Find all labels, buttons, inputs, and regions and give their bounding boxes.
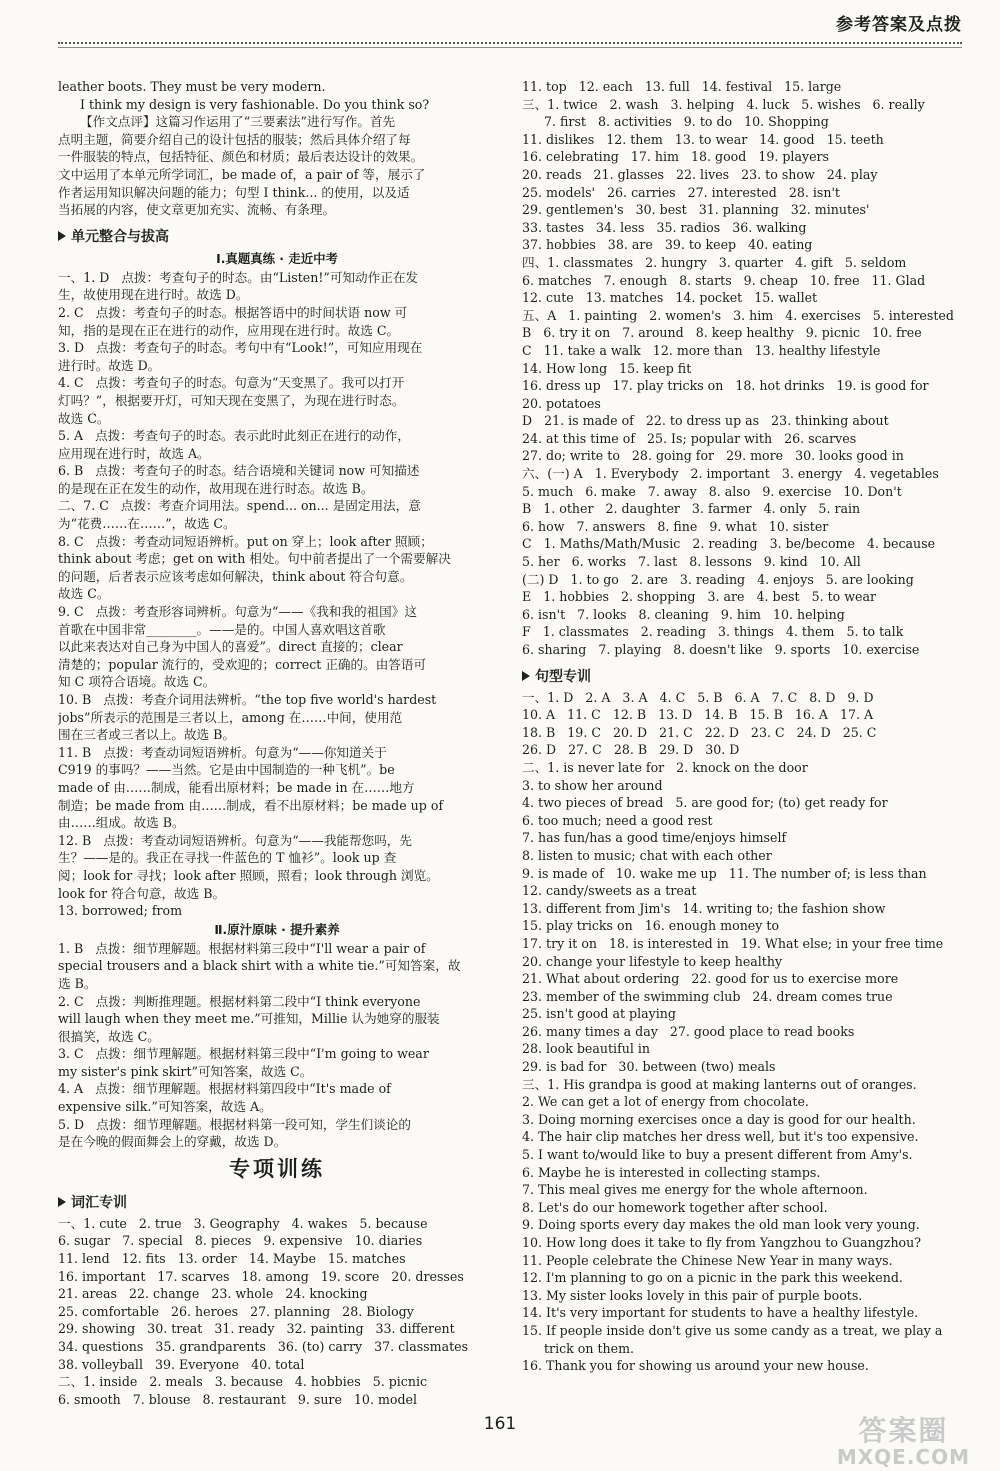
answer-line: 25. isn't good at playing (522, 1006, 676, 1022)
answer-line: 18. B 19. C 20. D 21. C 22. D 23. C 24. D 25. C (522, 724, 877, 740)
answer-line: my sister's pink skirt”可知答案，故选 C。 (58, 1063, 313, 1079)
answer-line: E 1. hobbies 2. shopping 3. are 4. best 5. to wear (522, 589, 877, 605)
answer-line: 生，故使用现在进行时。故选 D。 (58, 287, 249, 303)
watermark-logo (836, 1414, 970, 1470)
answer-line: look for 符合句意，故选 B。 (58, 885, 226, 901)
answer-line: 故选 C。 (58, 410, 110, 426)
answer-line: 【作文点评】这篇习作运用了“三要素法”进行写作。首先 (80, 114, 396, 130)
answer-line: 故选 C。 (58, 586, 110, 602)
answer-line: 5. much 6. make 7. away 8. also 9. exercise 10. Don't (522, 483, 902, 499)
answer-line: 以此来表达对自己身为中国人的喜爱”。direct 直接的；clear (58, 639, 403, 655)
answer-line: 11. dislikes 12. them 13. to wear 14. good 15. teeth (522, 131, 884, 147)
answer-line: 6. sharing 7. playing 8. doesn't like 9. sports 10. exercise (522, 642, 920, 657)
answer-line: 4. C 点拨：考查句子的时态。句意为“天变黑了。我可以打开 (58, 375, 405, 391)
answer-line: 阅；look for 寻找；look after 照顾，照看；look through 浏览。 (58, 867, 439, 883)
answer-line: 首歌在中国非常________。——是的。中国人喜欢唱这首歌 (58, 621, 386, 637)
subsection-heading: Ⅰ.真题真练 · 走近中考 (216, 250, 338, 266)
answer-line: 16. dress up 17. play tricks on 18. hot drinks 19. is good for (522, 378, 929, 394)
answer-line: 8. C 点拨：考查动词短语辨析。put on 穿上；look after 照顾； (58, 533, 433, 549)
answer-line: 8. listen to music; chat with each other (522, 847, 772, 863)
answer-line: 11. top 12. each 13. full 14. festival 15. large (522, 79, 842, 94)
answer-line: 10. How long does it take to fly from Yangzhou to Guangzhou? (522, 1235, 921, 1250)
answer-line: will laugh when they meet me.”可推知，Millie 认为她穿的服装 (58, 1011, 440, 1027)
answer-line: leather boots. They must be very modern. (58, 79, 326, 94)
answer-line: 3. D 点拨：考查句子的时态。考句中有“Look!”，可知应用现在 (58, 340, 423, 356)
answer-line: 6. too much; need a good rest (522, 812, 713, 828)
answer-line: 3. Doing morning exercises once a day is good for our health. (522, 1111, 916, 1127)
answer-line: 三、1. His grandpa is good at making lanterns out of oranges. (522, 1076, 917, 1092)
answer-line: 应用现在进行时，故选 A。 (58, 445, 210, 461)
answer-line: 7. first 8. activities 9. to do 10. Shopping (544, 114, 829, 130)
answer-line: 20. potatoes (522, 395, 601, 411)
section-heading (58, 225, 496, 249)
answer-line: 5. A 点拨：考查句子的时态。表示此时此刻正在进行的动作， (58, 428, 410, 444)
answer-line: 是在今晚的假面舞会上的穿戴，故选 D。 (58, 1134, 287, 1150)
answer-line: 38. volleyball 39. Everyone 40. total (58, 1356, 305, 1372)
answer-line: C 11. take a walk 12. more than 13. healthy lifestyle (522, 342, 881, 358)
answer-line: 12. candy/sweets as a treat (522, 883, 697, 899)
answer-line: made of 由……制成，能看出原材料；be made in 在……地方 (58, 779, 415, 795)
answer-line: 16. Thank you for showing us around your new house. (522, 1358, 869, 1374)
answer-line: 2. C 点拨：判断推理题。根据材料第二段中“I think everyone (58, 993, 421, 1009)
answer-line: 23. member of the swimming club 24. dream comes true (522, 988, 893, 1004)
answer-line: 5. D 点拨：细节理解题。根据材料第一段可知，学生们谈论的 (58, 1116, 411, 1132)
answer-line: 29. is bad for 30. between (two) meals (522, 1059, 776, 1075)
answer-line: 3. C 点拨：细节理解题。根据材料第三段中“I'm going to wear (58, 1046, 429, 1062)
answer-line: 7. This meal gives me energy for the whole afternoon. (522, 1182, 868, 1198)
answer-line: 6. smooth 7. blouse 8. restaurant 9. sure 10. model (58, 1391, 418, 1407)
answer-line: B 1. other 2. daughter 3. farmer 4. only 5. rain (522, 501, 861, 517)
answer-line: 33. tastes 34. less 35. radios 36. walking (522, 219, 807, 235)
answer-line: 6. matches 7. enough 8. starts 9. cheap 10. free 11. Glad (522, 272, 926, 288)
answer-line: 2. C 点拨：考查句子的时态。根据答语中的时间状语 now 可 (58, 304, 408, 320)
answer-line: 生？——是的。我正在寻找一件蓝色的 T 恤衫”。look up 查 (58, 850, 397, 866)
answer-line: 二、7. C 点拨：考查介词用法。spend... on... 是固定用法，意 (58, 498, 421, 514)
header-title: 参考答案及点拨 (836, 15, 962, 35)
answer-line: 的问题，后者表示应该考虑如何解决，think about 符合句意。 (58, 568, 413, 584)
answer-line: 29. showing 30. treat 31. ready 32. painting 33. different (58, 1321, 455, 1337)
answer-line: 四、1. classmates 2. hungry 3. quarter 4. gift 5. seldom (522, 254, 907, 270)
section-heading (522, 665, 954, 689)
answer-line: 5. her 6. works 7. last 8. lessons 9. kind 10. All (522, 554, 861, 570)
answer-line: trick on them. (544, 1340, 635, 1356)
answer-line: 24. at this time of 25. Is; popular with 26. scarves (522, 430, 857, 446)
answer-line: 3. to show her around (522, 777, 663, 793)
answer-line: 12. cute 13. matches 14. pocket 15. wallet (522, 290, 818, 306)
answer-line: 15. If people inside don't give us some candy as a treat, we play a (522, 1322, 943, 1338)
answer-line: F 1. classmates 2. reading 3. things 4. them 5. to talk (522, 624, 904, 640)
answer-line: 点明主题，简要介绍自己的设计包括的服装；然后具体介绍了每 (58, 131, 411, 147)
answer-line: 11. People celebrate the Chinese New Year in many ways. (522, 1252, 893, 1268)
triangle-bullet-icon (522, 671, 530, 681)
answer-line: 14. How long 15. keep fit (522, 360, 692, 376)
answer-line: 21. areas 22. change 23. whole 24. knocking (58, 1286, 368, 1302)
answer-line: 选 B。 (58, 975, 97, 991)
answer-line: C 1. Maths/Math/Music 2. reading 3. be/become 4. because (522, 536, 936, 552)
answer-line: 2. We can get a lot of energy from chocolate. (522, 1094, 809, 1110)
triangle-bullet-icon (58, 231, 66, 241)
answer-line: 8. Let's do our homework together after school. (522, 1199, 828, 1215)
section-heading-text: 词汇专训 (71, 1194, 127, 1211)
answer-line: 4. The hair clip matches her dress well, but it's too expensive. (522, 1129, 919, 1145)
page-header (0, 0, 1000, 62)
page-number: 161 (483, 1414, 517, 1434)
answer-line: 1. B 点拨：细节理解题。根据材料第三段中“I'll wear a pair of (58, 940, 426, 956)
answer-line: 一件服装的特点，包括特征、颜色和材质；最后表达设计的效果。 (58, 149, 424, 165)
answer-line: 34. questions 35. grandparents 36. (to) carry 37. classmates (58, 1339, 469, 1354)
answer-line: 6. sugar 7. special 8. pieces 9. expensive 10. diaries (58, 1233, 423, 1249)
header-dotted-rule (58, 42, 962, 44)
answer-line: 13. borrowed; from (58, 903, 183, 919)
answer-line: 灯吗？”，根据要开灯，可知天现在变黑了，为现在进行时态。 (58, 392, 405, 408)
answer-line: 27. do; write to 28. going for 29. more 30. looks good in (522, 448, 904, 464)
answer-line: 6. isn't 7. looks 8. cleaning 9. him 10. helping (522, 606, 845, 622)
answer-line: 4. two pieces of bread 5. are good for; (to) get ready for (522, 795, 888, 811)
answer-line: I think my design is very fashionable. Do you think so? (80, 96, 430, 112)
answer-line: jobs”所表示的范围是三者以上，among 在……中间，使用范 (58, 709, 403, 725)
answer-line: 25. models' 26. carries 27. interested 28. isn't (522, 184, 840, 200)
answer-line: 16. celebrating 17. him 18. good 19. players (522, 149, 830, 165)
answer-line: 28. look beautiful in (522, 1041, 651, 1057)
answer-line: 11. lend 12. fits 13. order 14. Maybe 15. matches (58, 1251, 406, 1267)
answer-line: 制造；be made from 由……制成，看不出原材料；be made up of (58, 797, 444, 813)
chapter-heading: 专项训练 (229, 1156, 325, 1181)
answer-line: 二、1. inside 2. meals 3. because 4. hobbies 5. picnic (58, 1374, 428, 1390)
watermark-line1: 答案圈 (858, 1414, 949, 1447)
answer-line: (二) D 1. to go 2. are 3. reading 4. enjoys 5. are looking (522, 571, 914, 587)
answer-line: 26. many times a day 27. good place to read books (522, 1023, 855, 1039)
answer-line: 作者运用知识解决问题的能力；句型 I think... 的使用，以及适 (58, 184, 410, 200)
answer-line: 7. has fun/has a good time/enjoys himself (522, 830, 787, 846)
answer-line: 围在三者或三者以上。故选 B。 (58, 727, 235, 743)
answer-line: 文中运用了本单元所学词汇，be made of，a pair of 等，展示了 (58, 166, 426, 182)
section-heading (58, 1191, 496, 1215)
answer-line: 6. how 7. answers 8. fine 9. what 10. sister (522, 518, 829, 534)
answer-line: 26. D 27. C 28. B 29. D 30. D (522, 742, 740, 758)
answer-line: 当拓展的内容，使文章更加充实、流畅、有条理。 (58, 202, 336, 218)
answer-line: 进行时。故选 D。 (58, 357, 161, 373)
answer-line: 16. important 17. scarves 18. among 19. score 20. dresses (58, 1268, 464, 1284)
answer-line: B 6. try it on 7. around 8. keep healthy 9. picnic 10. free (522, 325, 922, 341)
right-column (522, 78, 954, 1375)
answer-line: expensive silk.”可知答案，故选 A。 (58, 1099, 272, 1115)
answer-line: 13. different from Jim's 14. writing to; the fashion show (522, 900, 886, 916)
answer-line: 一、1. cute 2. true 3. Geography 4. wakes 5. because (58, 1215, 428, 1231)
answer-line: 6. B 点拨：考查句子的时态。结合语境和关键词 now 可知描述 (58, 463, 420, 479)
left-column (58, 78, 496, 1408)
answer-line: think about 考虑；get on with 相处。句中前者提出了一个需要解决 (58, 551, 451, 567)
answer-line: 知，指的是现在正在进行的动作，应用现在进行时。故选 C。 (58, 322, 400, 338)
header-rule (58, 47, 962, 48)
answer-line: 的是现在正在发生的动作，故用现在进行时态。故选 B。 (58, 480, 374, 496)
subsection-heading: Ⅱ.原汁原味 · 提升素养 (214, 921, 340, 937)
section-heading-text: 单元整合与拔高 (71, 228, 169, 245)
answer-line: 由……组成。故选 B。 (58, 815, 185, 831)
answer-line: 21. What about ordering 22. good for us to exercise more (522, 971, 899, 987)
answer-line: 为“花费……在……”，故选 C。 (58, 516, 236, 532)
answer-line: 9. Doing sports every day makes the old man look very young. (522, 1217, 920, 1233)
answer-line: 六、(一) A 1. Everybody 2. important 3. energy 4. vegetables (522, 466, 939, 482)
section-heading-text: 句型专训 (535, 668, 591, 685)
answer-line: 25. comfortable 26. heroes 27. planning 28. Biology (58, 1303, 414, 1319)
answer-line: 20. reads 21. glasses 22. lives 23. to show 24. play (522, 166, 878, 182)
answer-line: D 21. is made of 22. to dress up as 23. thinking about (522, 413, 889, 429)
answer-line: 知 C 项符合语境。故选 C。 (58, 674, 216, 690)
answer-line: 14. It's very important for students to have a healthy lifestyle. (522, 1305, 919, 1321)
answer-line: 20. change your lifestyle to keep healthy (522, 953, 783, 969)
answer-line: 4. A 点拨：细节理解题。根据材料第四段中“It's made of (58, 1081, 391, 1097)
answer-line: 13. My sister looks lovely in this pair of purple boots. (522, 1287, 863, 1303)
answer-line: 29. gentlemen's 30. best 31. planning 32. minutes' (522, 202, 870, 218)
answer-line: 10. A 11. C 12. B 13. D 14. B 15. B 16. A 17. A (522, 707, 874, 723)
answer-line: 12. I'm planning to go on a picnic in the park this weekend. (522, 1270, 903, 1286)
answer-line: 一、1. D 2. A 3. A 4. C 5. B 6. A 7. C 8. D 9. D (522, 689, 874, 705)
answer-line: C919 的事吗？——当然。它是由中国制造的一种飞机”。be (58, 762, 395, 778)
watermark-line2: MXQE.COM (836, 1445, 970, 1469)
answer-line: special trousers and a black shirt with a white tie.”可知答案，故 (58, 958, 461, 974)
answer-line: 一、1. D 点拨：考查句子的时态。由“Listen!”可知动作正在发 (58, 269, 419, 285)
answer-line: 清楚的；popular 流行的，受欢迎的；correct 正确的。由答语可 (58, 656, 427, 672)
answer-line: 37. hobbies 38. are 39. to keep 40. eating (522, 237, 813, 253)
answer-line: 12. B 点拨：考查动词短语辨析。句意为“——我能帮您吗，先 (58, 832, 412, 848)
answer-line: 6. Maybe he is interested in collecting stamps. (522, 1164, 821, 1180)
answer-line: 很搞笑，故选 C。 (58, 1028, 160, 1044)
answer-line: 三、1. twice 2. wash 3. helping 4. luck 5. wishes 6. really (522, 96, 925, 112)
answer-line: 10. B 点拨：考查介词用法辨析。“the top five world's hardest (58, 692, 437, 707)
answer-line: 11. B 点拨：考查动词短语辨析。句意为“——你知道关于 (58, 744, 387, 760)
answer-line: 15. play tricks on 16. enough money to (522, 918, 780, 934)
triangle-bullet-icon (58, 1197, 66, 1207)
answer-line: 二、1. is never late for 2. knock on the door (522, 759, 808, 775)
answer-line: 9. C 点拨：考查形容词辨析。句意为“——《我和我的祖国》这 (58, 604, 417, 620)
answer-line: 9. is made of 10. wake me up 11. The number of; is less than (522, 865, 927, 881)
answer-line: 17. try it on 18. is interested in 19. What else; in your free time (522, 935, 944, 951)
answer-line: 5. I want to/would like to buy a present different from Amy's. (522, 1147, 913, 1163)
answer-line: 五、A 1. painting 2. women's 3. him 4. exercises 5. interested (522, 307, 954, 323)
